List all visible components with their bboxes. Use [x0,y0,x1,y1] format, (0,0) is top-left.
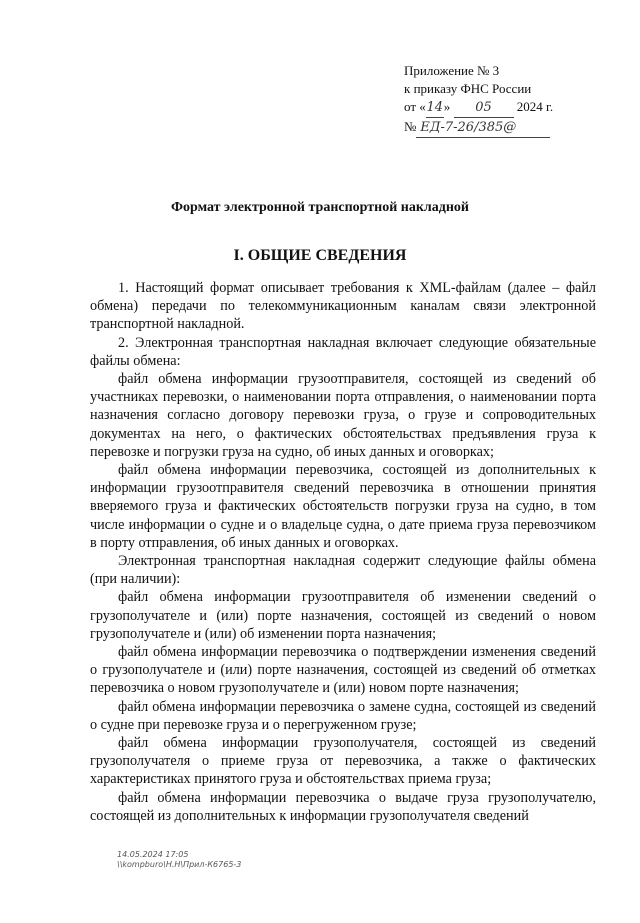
paragraph-8: файл обмена информации перевозчика о замене судна, состоящей из сведений о судне при перевозке груза и о перегруженном грузе; [90,698,596,733]
footer-note [117,850,241,870]
body-text [90,279,596,825]
section-title: I. ОБЩИЕ СВЕДЕНИЯ [233,247,407,264]
annex-title: Приложение № 3 [404,63,500,78]
handwritten-number: ЕД-7-26/385@ [416,119,550,138]
paragraph-10: файл обмена информации перевозчика о выдаче груза грузополучателю, состоящей из дополнительных к информации грузополучателя сведений [90,789,596,824]
footer-timestamp: 14.05.2024 17:05 [117,850,189,859]
paragraph-2: 2. Электронная транспортная накладная включает следующие обязательные файлы обмена: [90,334,596,369]
paragraph-6: файл обмена информации грузоотправителя об изменении сведений о грузополучателе и (или) порте назначения, состоящей из сведений о новом грузополучателе и (или) об изменении порта назначения; [90,589,596,642]
document-title: Формат электронной транспортной накладной [170,200,469,215]
annex-date: от «14» 05 2024 г. [404,98,553,118]
annex-order-ref: к приказу ФНС России [404,81,532,96]
handwritten-day: 14 [426,99,444,118]
annex-block [404,62,553,138]
paragraph-1: 1. Настоящий формат описывает требования к XML-файлам (далее – файл обмена) передачи по телекоммуникационным каналам связи электронной транспортной накладной. [90,280,596,333]
paragraph-3: файл обмена информации грузоотправителя, состоящей из сведений об участниках перевозки, о наименовании порта отправления, о наименовании порта назначения согласно договору перевозки груза, о грузе и сопроводительных документах на него, о фактических обстоятельствах предъявления груза к перевозке и погрузки груза на судно, об иных данных и оговорках; [90,371,596,460]
footer-file-path: \\kompburo\Н.Н\Прил-К6765-3 [117,860,242,869]
paragraph-9: файл обмена информации грузополучателя, состоящей из сведений грузополучателя о приеме груза от перевозчика, а также о фактических характеристиках принятого груза и обстоятельствах приема груза; [90,735,596,788]
annex-number: № ЕД-7-26/385@ [404,118,553,138]
paragraph-4: файл обмена информации перевозчика, состоящей из дополнительных к информации грузоотправителя сведений перевозчика в отношении принятия вверяемого груза и фактических обстоятельств погрузки груза на судно, в том числе информации о судне и о владельце судна, о дате приема груза перевозчиком в порту отправления, об иных данных и оговорках. [90,462,596,551]
paragraph-7: файл обмена информации перевозчика о подтверждении изменения сведений о грузополучателе и (или) порте назначения, состоящей из сведений об отметках перевозчика о новом грузополучателе и (или) новом порте назначения; [90,644,596,697]
paragraph-5: Электронная транспортная накладная содержит следующие файлы обмена (при наличии): [90,553,596,588]
handwritten-month: 05 [454,99,514,118]
